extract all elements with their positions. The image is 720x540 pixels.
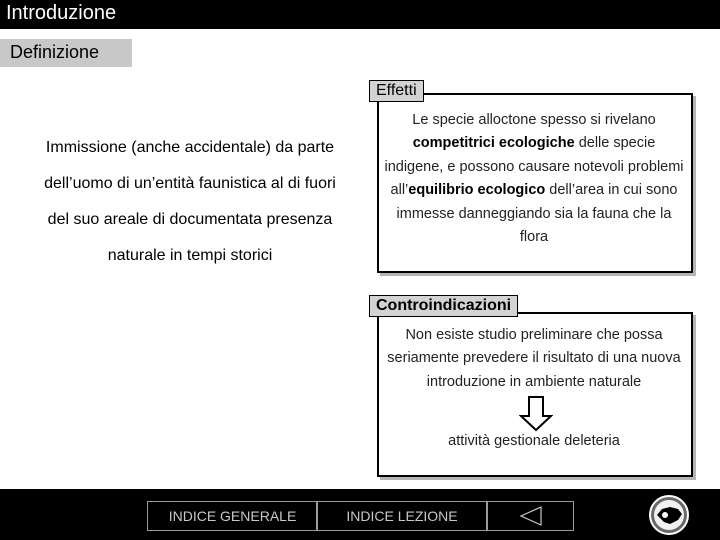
back-triangle-icon (519, 506, 543, 526)
section-tab (0, 39, 132, 67)
controindicazioni-text: Non esiste studio preliminare che possa seriamente prevedere il risultato di una nuova introduzione in ambiente naturale (387, 327, 681, 390)
effetti-label: Effetti (369, 80, 424, 102)
result-text: attività gestionale deleteria (448, 433, 620, 449)
back-button[interactable] (486, 501, 574, 531)
controindicazioni-label: Controindicazioni (369, 295, 518, 317)
effetti-text: Le specie alloctone spesso si rivelano competitrici ecologiche delle specie indigene, e possono causare notevoli problemi all’equilibrio ecologico dell’area in cui sono immesse danneggiando sia la fauna che la flora (384, 112, 684, 246)
title-bar (0, 0, 720, 29)
section-tab-label: Definizione (10, 42, 100, 62)
down-arrow-icon (519, 396, 553, 432)
logo-icon[interactable] (648, 494, 690, 536)
definition-text: Immissione (anche accidentale) da parte dell’uomo di un’entità faunistica al di fuori del suo areale di documentata presenza naturale in tempi storici (44, 139, 336, 264)
page-title: Introduzione (6, 2, 117, 24)
indice-lezione-button[interactable]: INDICE LEZIONE (316, 501, 488, 531)
indice-generale-button[interactable]: INDICE GENERALE (147, 501, 318, 531)
